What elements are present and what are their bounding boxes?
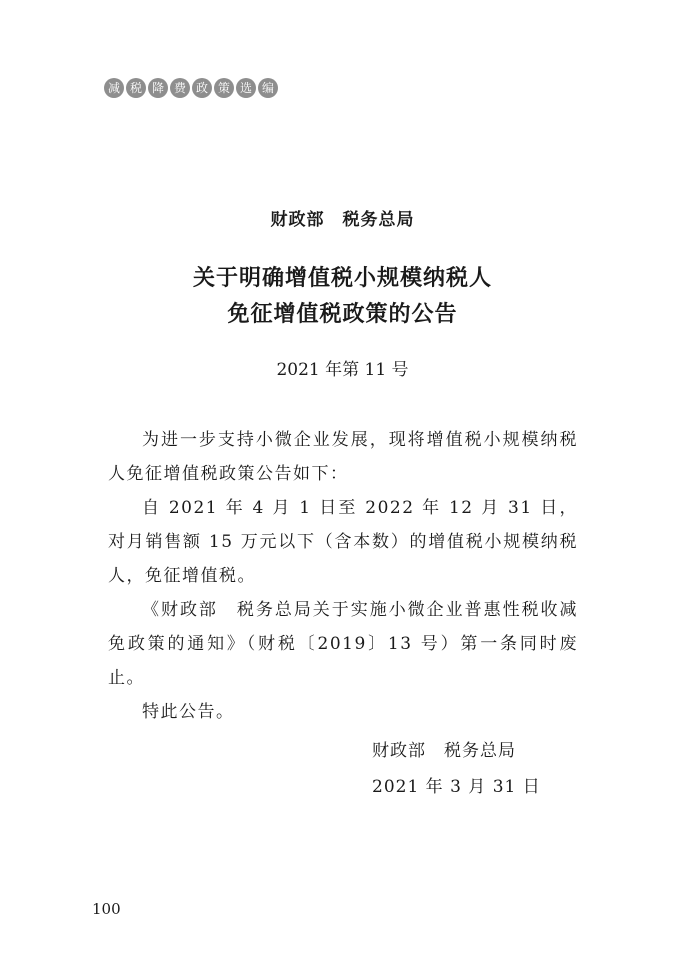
signature-date: 2021 年 3 月 31 日 [372, 777, 541, 797]
body-paragraph-4: 特此公告。 [142, 702, 235, 722]
title-line-1: 关于明确增值税小规模纳税人 [192, 265, 492, 291]
page-number: 100 [92, 900, 121, 918]
document-body [108, 423, 578, 729]
series-char: 税 [126, 78, 146, 98]
issuer-heading: 财政部 税务总局 [270, 210, 415, 230]
series-header [104, 78, 278, 98]
series-char: 减 [104, 78, 124, 98]
document-number: 2021 年第 11 号 [276, 360, 409, 380]
document-title [0, 260, 685, 332]
body-paragraph-3: 《财政部 税务总局关于实施小微企业普惠性税收减免政策的通知》（财税〔2019〕13 号）第一条同时废止。 [108, 600, 578, 688]
series-char: 编 [258, 78, 278, 98]
title-line-2: 免征增值税政策的公告 [227, 301, 458, 327]
body-paragraph-2: 自 2021 年 4 月 1 日至 2022 年 12 月 31 日，对月销售额 15 万元以下（含本数）的增值税小规模纳税人，免征增值税。 [108, 498, 578, 586]
series-char: 费 [170, 78, 190, 98]
series-char: 降 [148, 78, 168, 98]
series-char: 策 [214, 78, 234, 98]
series-char: 选 [236, 78, 256, 98]
signature-issuer: 财政部 税务总局 [372, 741, 516, 761]
body-paragraph-1: 为进一步支持小微企业发展，现将增值税小规模纳税人免征增值税政策公告如下： [108, 430, 578, 484]
series-char: 政 [192, 78, 212, 98]
